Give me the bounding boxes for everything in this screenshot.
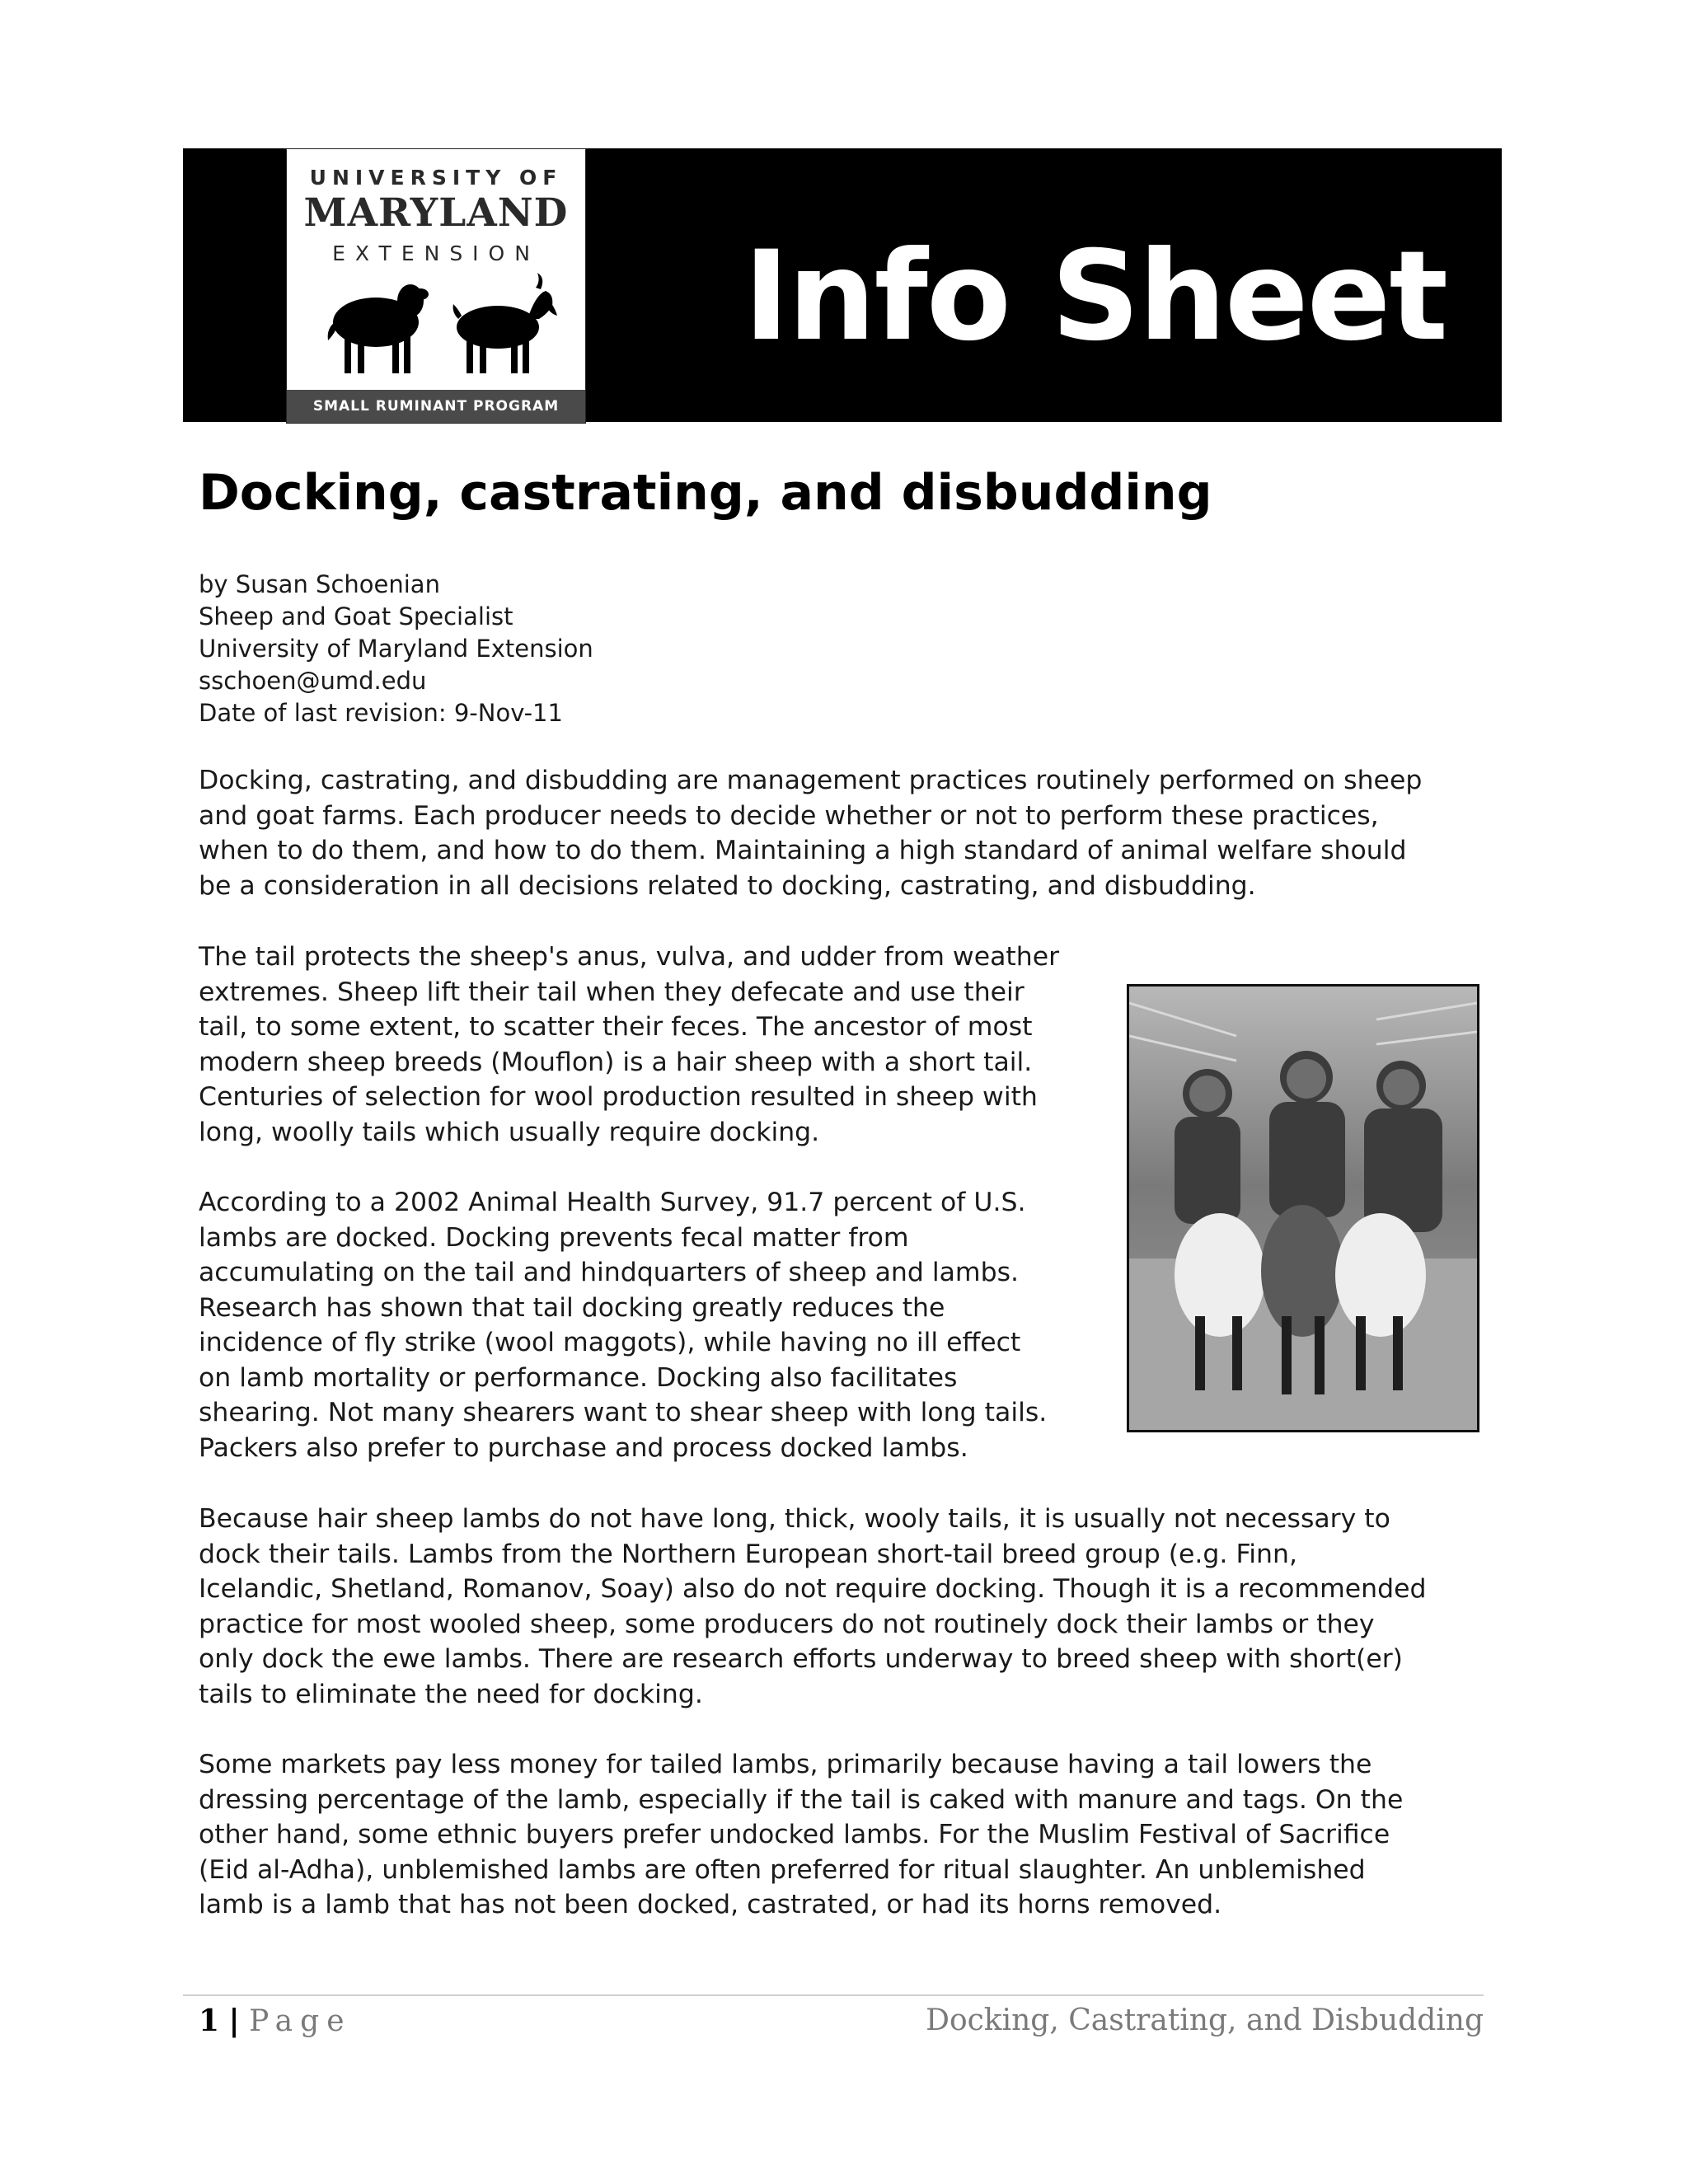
text-line: lamb is a lamb that has not been docked, castrated, or had its horns removed. <box>199 1890 1222 1919</box>
header-banner <box>183 148 1502 422</box>
text-line: practice for most wooled sheep, some producers do not routinely dock their lambs or they <box>199 1609 1375 1639</box>
text-line: on lamb mortality or performance. Docking also facilitates <box>199 1362 958 1393</box>
photo-illustration <box>1129 987 1477 1430</box>
text-line: tail, to some extent, to scatter their feces. The ancestor of most <box>199 1012 1033 1042</box>
author-line: by Susan Schoenian <box>199 570 440 598</box>
text-line: shearing. Not many shearers want to shear sheep with long tails. <box>199 1398 1048 1427</box>
footer-separator: | <box>228 2004 240 2038</box>
text-line: and goat farms. Each producer needs to decide whether or not to perform these practices, <box>199 800 1379 831</box>
page-number: 1 <box>199 2004 220 2038</box>
page-label: Page <box>249 2004 352 2038</box>
text-line: Some markets pay less money for tailed lambs, primarily because having a tail lowers the <box>199 1750 1372 1779</box>
text-line: According to a 2002 Animal Health Survey, 91.7 percent of U.S. <box>199 1188 1026 1217</box>
text-line: dressing percentage of the lamb, especially if the tail is caked with manure and tags. On the <box>199 1784 1404 1815</box>
text-line: only dock the ewe lambs. There are research efforts underway to breed sheep with short(er) <box>199 1644 1403 1674</box>
text-line: Icelandic, Shetland, Romanov, Soay) also do not require docking. Though it is a recommended <box>199 1574 1427 1604</box>
paragraph-5 <box>199 1747 1403 1923</box>
text-line: Packers also prefer to purchase and process docked lambs. <box>199 1432 968 1463</box>
text-line: incidence of fly strike (wool maggots), while having no ill effect <box>199 1328 1021 1357</box>
footer-divider <box>183 1994 1484 1996</box>
paragraph-1 <box>199 763 1422 903</box>
text-line: be a consideration in all decisions related to docking, castrating, and disbudding. <box>199 870 1256 901</box>
paragraph-2 <box>199 940 1059 1150</box>
text-line: when to do them, and how to do them. Maintaining a high standard of animal welfare should <box>199 836 1407 865</box>
text-line: tails to eliminate the need for docking. <box>199 1679 703 1709</box>
text-line: lambs are docked. Docking prevents fecal matter from <box>199 1222 909 1253</box>
text-line: Because hair sheep lambs do not have long, thick, wooly tails, it is usually not necessary to <box>199 1504 1390 1534</box>
university-logo <box>286 148 586 424</box>
revision-date: Date of last revision: 9-Nov-11 <box>199 699 563 727</box>
logo-line-university-of: UNIVERSITY OF <box>309 166 563 190</box>
logo-line-maryland: MARYLAND <box>303 190 569 236</box>
text-line: extremes. Sheep lift their tail when they defecate and use their <box>199 977 1025 1007</box>
text-line: long, woolly tails which usually require docking. <box>199 1117 820 1147</box>
text-line: accumulating on the tail and hindquarters of sheep and lambs. <box>199 1258 1020 1287</box>
logo-program-strip: SMALL RUMINANT PROGRAM <box>287 390 585 423</box>
sheep-and-goat-icon <box>310 273 562 380</box>
text-line: modern sheep breeds (Mouflon) is a hair sheep with a short tail. <box>199 1047 1033 1077</box>
running-title: Docking, Castrating, and Disbudding <box>926 2004 1484 2037</box>
students-with-lambs-photo <box>1127 984 1479 1432</box>
paragraph-3 <box>199 1185 1047 1465</box>
author-role: Sheep and Goat Specialist <box>199 602 513 630</box>
author-organization: University of Maryland Extension <box>199 635 593 663</box>
text-line: The tail protects the sheep's anus, vulva, and udder from weather <box>199 942 1060 972</box>
logo-line-extension: EXTENSION <box>332 241 540 265</box>
document-title: Docking, castrating, and disbudding <box>199 464 1212 522</box>
banner-title: Info Sheet <box>743 225 1447 368</box>
text-line: dock their tails. Lambs from the Northern European short-tail breed group (e.g. Finn, <box>199 1539 1297 1569</box>
text-line: Centuries of selection for wool production resulted in sheep with <box>199 1082 1038 1112</box>
page-number-footer <box>199 2001 352 2041</box>
byline <box>199 569 1188 729</box>
text-line: (Eid al-Adha), unblemished lambs are often preferred for ritual slaughter. An unblemished <box>199 1854 1366 1885</box>
text-line: other hand, some ethnic buyers prefer undocked lambs. For the Muslim Festival of Sacrifice <box>199 1820 1390 1849</box>
paragraph-4 <box>199 1502 1427 1712</box>
author-email: sschoen@umd.edu <box>199 667 427 695</box>
text-line: Research has shown that tail docking greatly reduces the <box>199 1292 945 1323</box>
text-line: Docking, castrating, and disbudding are management practices routinely performed on sheep <box>199 766 1423 795</box>
